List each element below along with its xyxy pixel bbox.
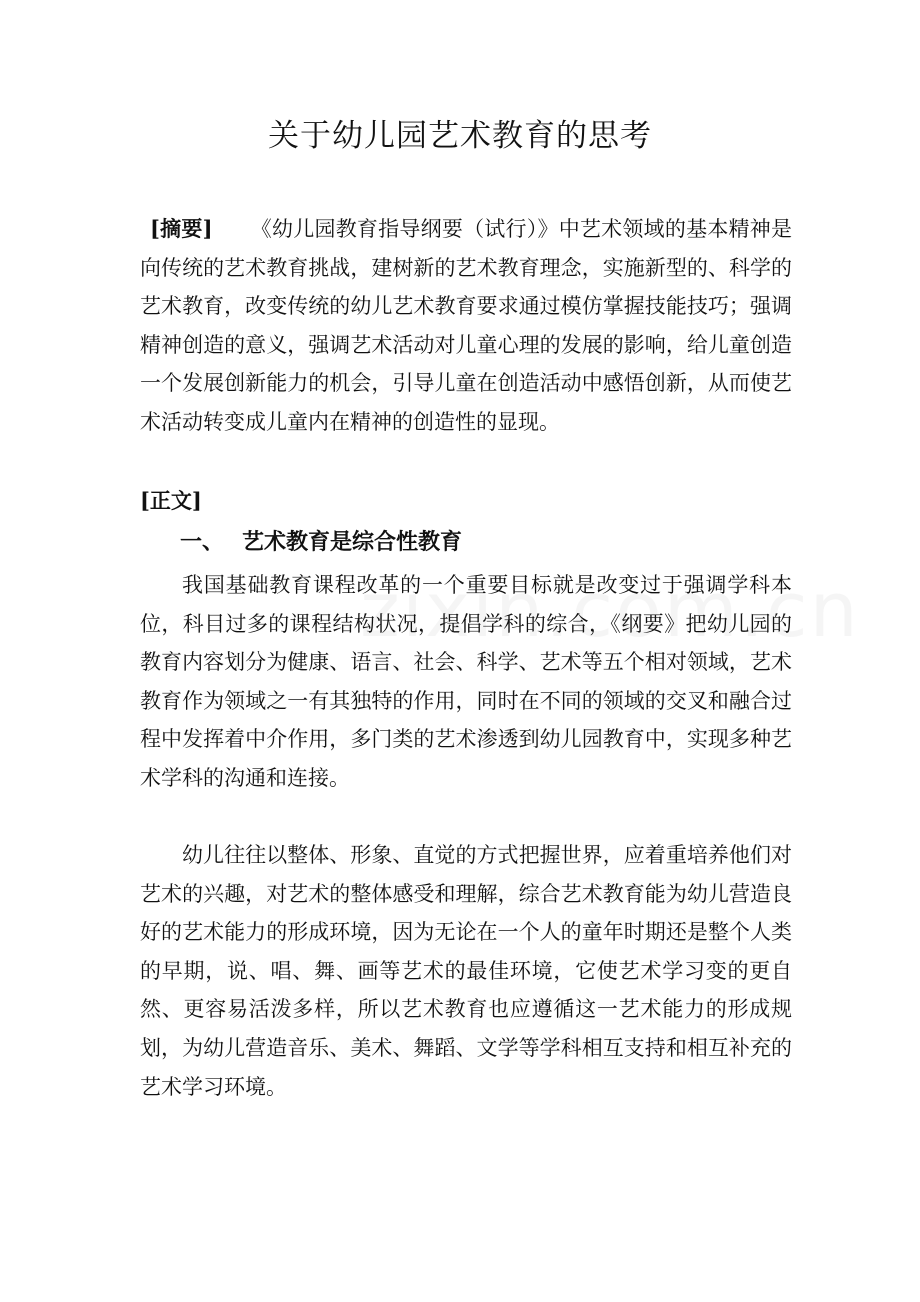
body-label: [正文] [140, 488, 202, 513]
document-title: 关于幼儿园艺术教育的思考 [268, 118, 652, 154]
section-heading-text: 艺术教育是综合性教育 [242, 530, 463, 555]
section-number: 一、 [180, 530, 225, 555]
body-paragraph-1: 我国基础教育课程改革的一个重要目标就是改变过于强调学科本位，科目过多的课程结构状况，提倡学科的综合，《纲要》把幼儿园的教育内容划分为健康、语言、社会、科学、艺术等五个相对领域，艺术教育作为领域之一有其独特的作用，同时在不同的领域的交叉和融合过程中发挥着中介作用，多门类的艺术渗透到幼儿园教育中，实现多种艺术学科的沟通和连接。 [140, 573, 792, 790]
abstract-label: [摘要] [150, 216, 213, 241]
section-heading [180, 524, 462, 562]
abstract-paragraph [140, 210, 792, 442]
body-paragraph-2: 幼儿往往以整体、形象、直觉的方式把握世界，应着重培养他们对艺术的兴趣，对艺术的整体感受和理解，综合艺术教育能为幼儿营造良好的艺术能力的形成环境，因为无论在一个人的童年时期还是整个人类的早期，说、唱、舞、画等艺术的最佳环境，它使艺术学习变的更自然、更容易活泼多样，所以艺术教育也应遵循这一艺术能力的形成规划，为幼儿营造音乐、美术、舞蹈、文学等学科相互支持和相互补充的艺术学习环境。 [140, 843, 792, 1099]
abstract-text: 《幼儿园教育指导纲要（试行）》中艺术领域的基本精神是向传统的艺术教育挑战，建树新的艺术教育理念，实施新型的、科学的艺术教育，改变传统的幼儿艺术教育要求通过模仿掌握技能技巧；强调精神创造的意义，强调艺术活动对儿童心理的发展的影响，给儿童创造一个发展创新能力的机会，引导儿童在创造活动中感悟创新，从而使艺术活动转变成儿童内在精神的创造性的显现。 [140, 217, 792, 434]
